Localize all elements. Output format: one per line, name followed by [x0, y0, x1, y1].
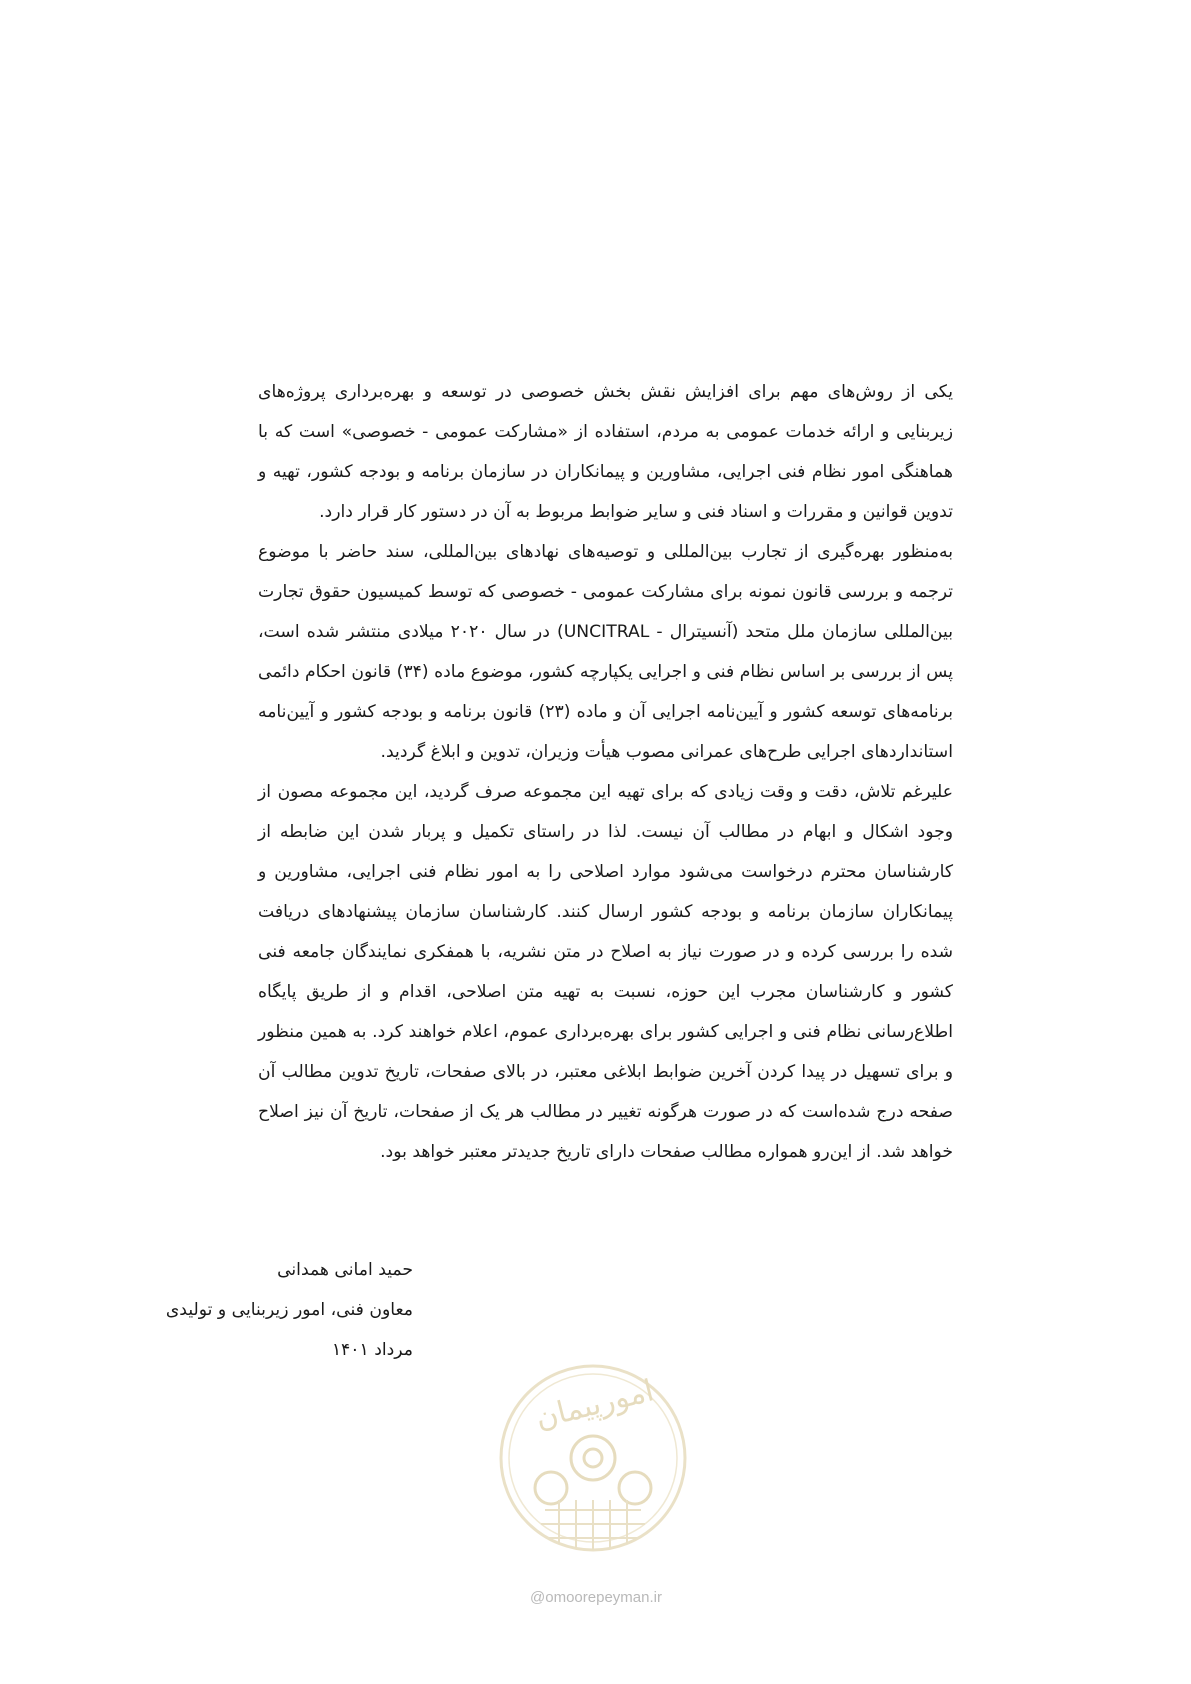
paragraph-3: علیرغم تلاش، دقت و وقت زیادی که برای تهیه این مجموعه صرف گردید، این مجموعه مصون از وجود اشکال و ابهام در مطالب آن نیست. لذا در راستای تکمیل و پربار شدن این ضابطه از کارشناسان محترم درخواست می‌شود موارد اصلاحی را به امور نظام فنی اجرایی، مشاورین و پیمانکاران سازمان برنامه و بودجه کشور ارسال کنند. کارشناسان سازمان پیشنهادهای دریافت شده را بررسی کرده و در صورت نیاز به اصلاح در متن نشریه، با همفکری نمایندگان جامعه فنی کشور و کارشناسان مجرب این حوزه، نسبت به تهیه متن اصلاحی، اقدام و از طریق پایگاه اطلاع‌رسانی نظام فنی و اجرایی کشور برای بهره‌برداری عموم، اعلام خواهند کرد. به همین منظور و برای تسهیل در پیدا کردن آخرین ضوابط ابلاغی معتبر، در بالای صفحات، تاریخ تدوین مطالب آن صفحه درج شده‌است که در صورت هرگونه تغییر در مطالب هر یک از صفحات، تاریخ آن نیز اصلاح خواهد شد. از این‌رو همواره مطالب صفحات دارای تاریخ جدیدتر معتبر خواهد بود.: [258, 782, 953, 1162]
signatory-name: حمید امانی همدانی: [277, 1260, 413, 1280]
signature-block: [166, 1250, 413, 1370]
watermark-gears-icon: [535, 1436, 651, 1504]
signature-date: مرداد ۱۴۰۱: [331, 1340, 413, 1360]
watermark-url: @omoorepeyman.ir: [530, 1589, 662, 1606]
paragraph-2: به‌منظور بهره‌گیری از تجارب بین‌المللی و توصیه‌های نهادهای بین‌المللی، سند حاضر با موضوع ترجمه و بررسی قانون نمونه برای مشارکت عمومی - خصوصی که توسط کمیسیون حقوق تجارت بین‌المللی سازمان ملل متحد (آنسیترال - UNCITRAL) در سال ۲۰۲۰ میلادی منتشر شده است، پس از بررسی بر اساس نظام فنی و اجرایی یکپارچه کشور، موضوع ماده (۳۴) قانون احکام دائمی برنامه‌های توسعه کشور و آیین‌نامه اجرایی آن و ماده (۲۳) قانون برنامه و بودجه کشور و آیین‌نامه استانداردهای اجرایی طرح‌های عمرانی مصوب هیأت وزیران، تدوین و ابلاغ گردید.: [258, 542, 953, 762]
watermark-logo: [493, 1340, 693, 1580]
paragraph-1: یکی از روش‌های مهم برای افزایش نقش بخش خصوصی در توسعه و بهره‌برداری پروژه‌های زیربنایی و ارائه خدمات عمومی به مردم، استفاده از «مشارکت عمومی - خصوصی» است که با هماهنگی امور نظام فنی اجرایی، مشاورین و پیمانکاران در سازمان برنامه و بودجه کشور، تهیه و تدوین قوانین و مقررات و اسناد فنی و سایر ضوابط مربوط به آن در دستور کار قرار دارد.: [258, 382, 953, 522]
watermark-logo-text: امورپیمان: [532, 1373, 658, 1437]
preface-body: [258, 372, 953, 1172]
signatory-position: معاون فنی، امور زیربنایی و تولیدی: [165, 1300, 413, 1320]
